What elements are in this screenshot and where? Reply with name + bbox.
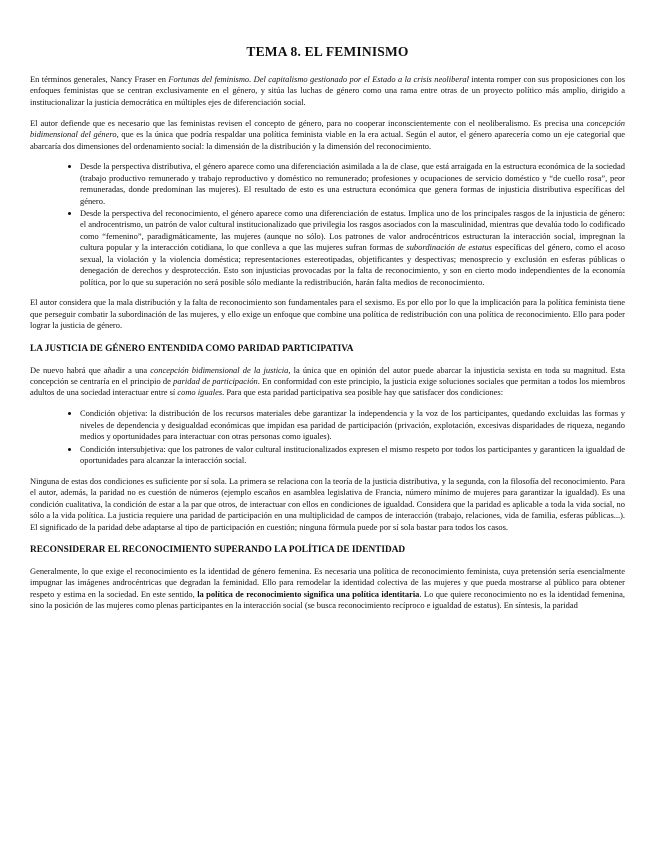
italic-term: concepción bidimensional del género [30, 117, 625, 140]
paragraph-recognition [30, 566, 625, 612]
paragraph-gender-concept [30, 118, 625, 152]
text: . En conformidad con este principio, la justicia exige soluciones sociales que permitan a todos los miembros adultos de una sociedad interactuar entre sí [30, 376, 625, 398]
text: En términos generales, Nancy Fraser en [30, 74, 169, 84]
bullet-list-perspectives [30, 161, 625, 287]
italic-term: como iguales [177, 387, 223, 398]
italic-term: paridad de participación [173, 376, 258, 387]
text: Generalmente, lo que exige el reconocimiento es la identidad de género femenina. Es necesaria una política de reconocimiento feminista, cuya pretensión sería esencialmente impugnar las imágenes androcéntricas que degradan la feminidad. Ello para remodelar la identidad colectiva de las mujeres y que pueda mostrarse al público para obtener respeto y estima en la sociedad. En este sentido, [30, 565, 625, 599]
text: . Lo que quiere reconocimiento no es la identidad femenina, sino la posición de las mujeres como plenas participantes en la interacción social (se busca reconocimiento recíproco e igualdad de estatus). En síntesis, la paridad [30, 588, 625, 611]
book-title: Fortunas del feminismo. Del capitalismo gestionado por el Estado a la crisis neoliberal [168, 74, 469, 84]
text: , que es la única que podría respaldar una política feminista viable en la era actual. Según el autor, el género aparecería como un eje categorial que abarcaría dos dimensiones del ordenamiento social: la dimensión de la distribución y la dimensión del reconocimiento. [30, 129, 625, 151]
list-item: • Condición intersubjetiva: que los patrones de valor cultural institucionalizados expresen el mismo respeto por todos los participantes y garanticen la igualdad de oportunidades para alcanzar la interacción social. [80, 444, 625, 467]
italic-term: subordinación de estatus [406, 242, 492, 253]
text: específicas del género, como el acoso sexual, la violación y la violencia doméstica; representaciones estereotipadas, objetificantes y despectivas; menosprecio y exclusión en esferas públicas o denegación de derechos y desprotección. Esto son injusticias provocadas por la falta de reconocimiento, y son en cierto modo independientes de la economía política, por lo que su superación no será posible sólo mediante la redistribución, harán falta medios de reconocimiento. [80, 242, 625, 287]
list-item [80, 208, 625, 288]
text: . Para que esta paridad participativa sea posible hay que satisfacer dos condiciones: [222, 387, 504, 398]
paragraph-intro [30, 74, 625, 108]
list-item: • Condición objetiva: la distribución de los recursos materiales debe garantizar la independencia y la voz de los participantes, quedando excluidas las formas y niveles de dependencia y desigualdad económicas que impidan esa paridad de participación (privación, explotación, excesivas disparidades de riqueza, negando medios y oportunidades para interactuar con otras personas como iguales). [80, 408, 625, 442]
list-item: • Desde la perspectiva distributiva, el género aparece como una diferenciación asimilada a la de clase, que está arraigada en la estructura económica de la sociedad (trabajo productivo remunerado y trabajo reproductivo y doméstico no remunerado; profesiones y ocupaciones de servicio doméstico y “de cuello rosa”, peor remuneradas, donde predominan las mujeres). El resultado de esto es una estructura económica que genera formas de injusticia distributiva específicas del género. [80, 161, 625, 207]
bullet-list-conditions [30, 408, 625, 466]
paragraph-sexism: El autor considera que la mala distribución y la falta de reconocimiento son fundamentales para el sexismo. Es por ello por lo que la implicación para la política feminista tiene que perseguir combatir la subordinación de las mujeres, y ello exige un enfoque que combine una política de redistribución con una política de reconocimiento. Ello para poder lograr la justicia de género. [30, 297, 625, 331]
paragraph-conditions-sufficiency: Ninguna de estas dos condiciones es suficiente por sí sola. La primera se relaciona con la teoría de la justicia distributiva, y la segunda, con la filosofía del reconocimiento. Para el autor, además, la paridad no es cuestión de números (ejemplo escaños en asamblea legislativa de Francia, número mínimo de mujeres para garantizar la igualdad). Es una condición cualitativa, la condición de estar a la par que otros, de interactuar con ellos en condiciones de igualdad. Considera que la paridad es aplicable a toda la vida social, no sólo a la vida política. La justicia requiere una paridad de participación en una multiplicidad de campos de interacción (trabajo, relaciones, vida de familia, esferas públicas...). El significado de la paridad debe adaptarse al tipo de participación en cuestión; ninguna fórmula puede por sí sola bastar para todos los casos. [30, 475, 625, 532]
section-heading-recognition: RECONSIDERAR EL RECONOCIMIENTO SUPERANDO LA POLÍTICA DE IDENTIDAD [30, 544, 406, 555]
text: intenta romper con sus proposiciones con los enfoques feministas que se centran exclusivamente en el género, y sitúa las luchas de género como una rama entre otras de un proyecto político más amplio, dirigido a institucionalizar la justicia democrática en múltiples ejes de diferenciación social. [30, 74, 625, 107]
section-heading-justice: LA JUSTICIA DE GÉNERO ENTENDIDA COMO PARIDAD PARTICIPATIVA [30, 343, 354, 354]
bold-term: la política de reconocimiento significa una política identitaria [197, 588, 420, 599]
page-title: TEMA 8. EL FEMINISMO [246, 44, 409, 59]
text: El autor defiende que es necesario que las feministas revisen el concepto de género, para no cooperar inconscientemente con el neoliberalismo. Es precisa una [30, 117, 587, 128]
text: De nuevo habrá que añadir a una [30, 364, 151, 375]
text: , la única que en opinión del autor puede abarcar la injusticia sexista en toda su magnitud. Esta concepción se centraría en el principio de [30, 364, 625, 387]
text: Desde la perspectiva del reconocimiento, el género aparece como una diferenciación de estatus. Implica uno de los principales rasgos de la injusticia de género: el androcentrismo, un patrón de valor cultural institucionalizado que privilegia los rasgos asociados con la masculinidad, mientras que devalúa todo lo codificado como “femenino”, paradigmáticamente, las mujeres (aunque no sólo). Los patrones de valor androcéntricos estructuran la interacción social, impregnan la cultura popular y la interacción cotidiana, lo que conlleva a que las mujeres sufran formas de [80, 208, 625, 253]
paragraph-parity [30, 365, 625, 399]
italic-term: concepción bidimensional de la justicia [150, 364, 289, 375]
